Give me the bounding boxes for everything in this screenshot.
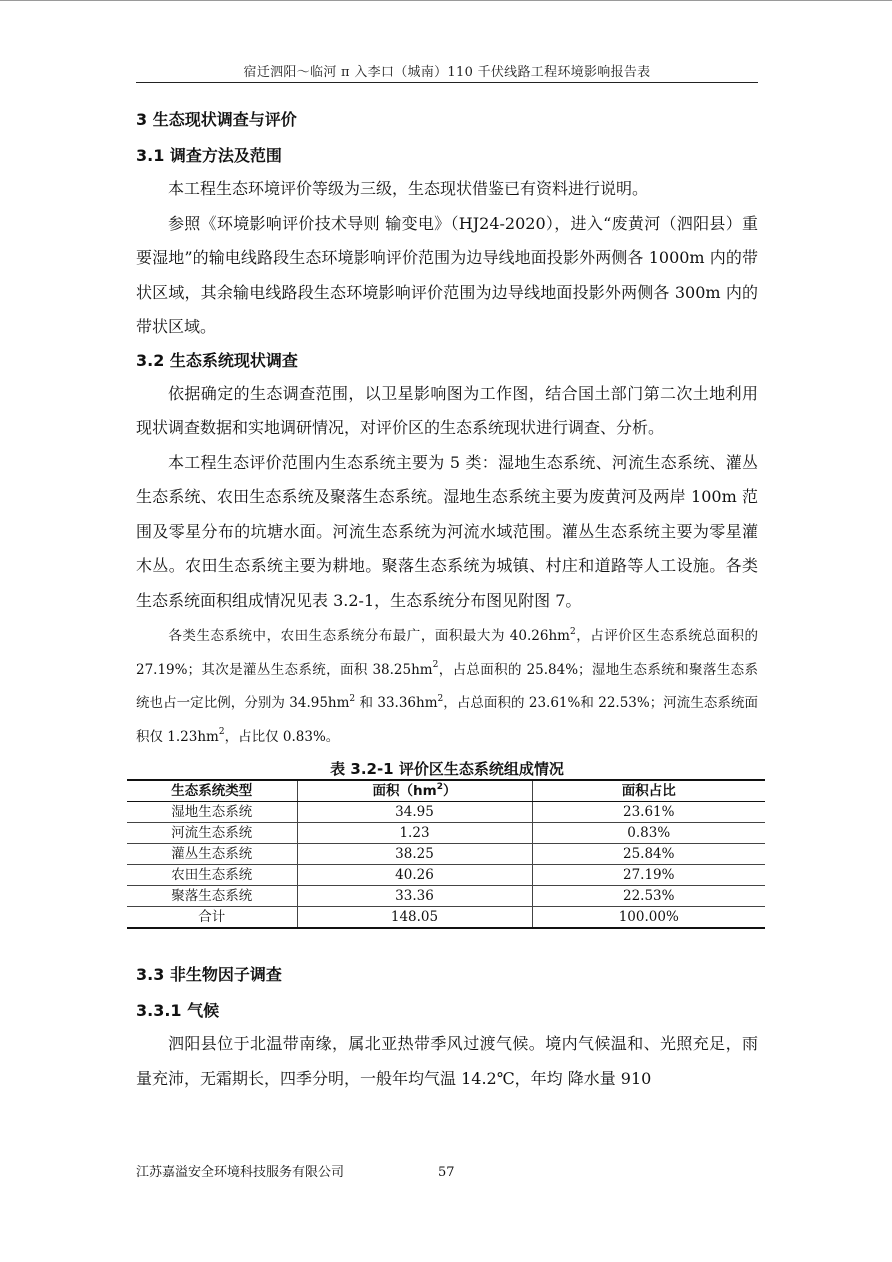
cell-type: 湿地生态系统: [127, 802, 297, 823]
table-row: [127, 823, 765, 844]
cell-share: 100.00%: [532, 907, 765, 929]
section-3-1-heading: 3.1 调查方法及范围: [136, 146, 282, 165]
page-top-border: [0, 0, 892, 1]
section-3-1-paragraph-1: 本工程生态环境评价等级为三级，生态现状借鉴已有资料进行说明。: [168, 179, 649, 198]
cell-area: 38.25: [297, 844, 532, 865]
ecosystem-table: [127, 779, 765, 929]
table-caption: 表 3.2-1 评价区生态系统组成情况: [330, 760, 564, 778]
page-content: [136, 108, 758, 1096]
table-total-row: [127, 907, 765, 929]
table-row: [127, 802, 765, 823]
cell-type: 合计: [127, 907, 297, 929]
section-3-2-paragraph-2: 本工程生态评价范围内生态系统主要为 5 类：湿地生态系统、河流生态系统、灌丛生态系统、农田生态系统及聚落生态系统。湿地生态系统主要为废黄河及两岸 100m 范围及零星分布的坑塘水面。河流生态系统为河流水域范围。灌丛生态系统主要为零星灌木丛。农田生态系统主要为耕地。聚落生态系统为城镇、村庄和道路等人工设施。各类生态系统面积组成情况见表 3.2-1，生态系统分布图见附图 7。: [136, 452, 758, 610]
cell-share: 27.19%: [532, 865, 765, 886]
running-header: 宿迁泗阳～临河 π 入李口（城南）110 千伏线路工程环境影响报告表: [243, 65, 651, 80]
section-3-2-paragraph-3: 各类生态系统中，农田生态系统分布最广，面积最大为 $40.26hm^2$，占评价区生态系统总面积的 27.19%；其次是灌丛生态系统，面积 $38.25hm^2$，占总面积的 25.84%；湿地生态系统和聚落生态系统也占一定比例，分别为 $34.95hm^2$ 和 $33.36hm^2$，占总面积的 23.61%和 22.53%；河流生态系统面积仅 $1.23hm^2$，占比仅 0.83%。: [136, 626, 759, 745]
table-row: [127, 865, 765, 886]
cell-share: 22.53%: [532, 886, 765, 907]
header-rule: [136, 82, 758, 83]
col-header-type: 生态系统类型: [127, 780, 297, 802]
section-3-heading: 3 生态现状调查与评价: [136, 110, 297, 129]
cell-area: 1.23: [297, 823, 532, 844]
section-3-2-paragraph-1: 依据确定的生态调查范围，以卫星影响图为工作图，结合国土部门第二次土地利用现状调查数据和实地调研情况，对评价区的生态系统现状进行调查、分析。: [136, 383, 758, 437]
section-3-1-paragraph-2: 参照《环境影响评价技术导则 输变电》（HJ24-2020），进入“废黄河（泗阳县）重要湿地”的输电线路段生态环境影响评价范围为边导线地面投影外两侧各 1000m 内的带状区域，其余输电线路段生态环境影响评价范围为边导线地面投影外两侧各 300m 内的带状区域。: [136, 213, 758, 336]
cell-type: 灌丛生态系统: [127, 844, 297, 865]
page-number: 57: [438, 1165, 455, 1180]
cell-type: 河流生态系统: [127, 823, 297, 844]
cell-share: 25.84%: [532, 844, 765, 865]
cell-area: 40.26: [297, 865, 532, 886]
section-3-2-heading: 3.2 生态系统现状调查: [136, 350, 298, 370]
cell-area: 34.95: [297, 802, 532, 823]
footer-company: 江苏嘉溢安全环境科技服务有限公司: [136, 1165, 345, 1180]
cell-share: 0.83%: [532, 823, 765, 844]
cell-type: 农田生态系统: [127, 865, 297, 886]
table-header-row: [127, 780, 765, 802]
section-3-3-1-heading: 3.3.1 气候: [136, 1001, 220, 1020]
cell-type: 聚落生态系统: [127, 886, 297, 907]
table-row: [127, 844, 765, 865]
table-row: [127, 886, 765, 907]
cell-share: 23.61%: [532, 802, 765, 823]
col-header-area: 面积$(hm^2)$: [297, 780, 532, 802]
cell-area: 148.05: [297, 907, 532, 929]
section-3-3-heading: 3.3 非生物因子调查: [136, 965, 282, 984]
cell-area: 33.36: [297, 886, 532, 907]
section-3-3-1-paragraph-1: 泗阳县位于北温带南缘，属北亚热带季风过渡气候。境内气候温和、光照充足，雨量充沛，无霜期长，四季分明，一般年均气温 14.2℃，年均 降水量 910: [136, 1034, 758, 1088]
col-header-share: 面积占比: [532, 780, 765, 802]
